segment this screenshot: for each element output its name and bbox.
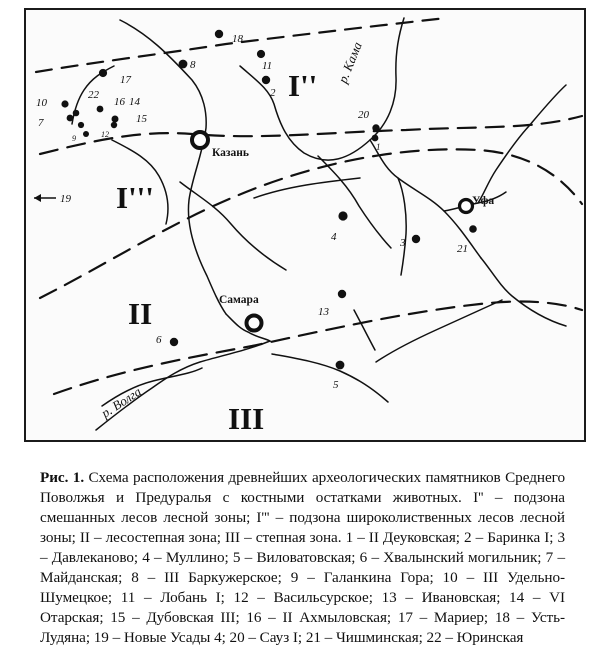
river-central-south	[180, 182, 286, 270]
site-marker-20	[372, 124, 379, 131]
site-marker-11	[257, 50, 265, 58]
site-marker-10	[61, 100, 68, 107]
city-kazan-label: Казань	[212, 147, 250, 159]
river-ufa-lower	[481, 258, 566, 326]
site-marker-9	[78, 122, 84, 128]
site-marker-6	[170, 338, 178, 346]
site-marker-7	[67, 115, 74, 122]
river-kama	[370, 18, 404, 140]
site-marker-2	[262, 76, 270, 84]
site-label-8: 8	[190, 59, 196, 71]
site-marker-13	[338, 290, 346, 298]
zone-label-i-triple-prime: I'''	[116, 180, 154, 215]
site-label-13: 13	[318, 306, 329, 318]
site-marker-17	[99, 69, 107, 77]
city-samara-label: Самара	[219, 294, 259, 306]
zone-boundary-top	[36, 18, 446, 72]
site-label-6: 6	[156, 334, 162, 346]
site-label-10: 10	[36, 97, 47, 109]
site-marker-16	[97, 106, 104, 113]
map-svg	[26, 10, 584, 440]
site-label-3: 3	[400, 237, 406, 249]
city-ufa-label: Уфа	[472, 195, 495, 207]
river-central-mid	[254, 178, 360, 198]
site-label-9: 9	[72, 134, 76, 143]
site-labels	[36, 33, 468, 391]
caption-text: Схема расположения древнейших археологических памятников Среднего Поволжья и Предуралья с костными остатками животных. I'' – подзона смешанных лесов лесной зоны; I''' – подзона широколиственных лесов лесной зоны; II – лесостепная зона; III – степная зона. 1 – II Деуковская; 2 – Баринка I; 3 – Давлеканово; 4 – Муллино; 5 – Виловатовская; 6 – Хвалынский могильник; 7 – Майданская; 8 – III Баркужерское; 9 – Галанкина Гора; 10 – III Удельно-Шумецкое; 11 – Лобань I; 12 – Васильсурское; 13 – Ивановская; 14 – VI Отарская; 15 – Дубовская III; 16 – II Ахмыловская; 17 – Мариер; 18 – Усть-Лудяна; 19 – Новые Усады 4; 20 – Сауз I; 21 – Чишминская; 22 – Юринская	[40, 469, 565, 646]
zone-label-ii: II	[128, 296, 153, 331]
site-marker-12	[83, 131, 89, 137]
zone-boundary-third	[40, 149, 582, 298]
site-marker-18	[215, 30, 223, 38]
caption-title: Рис. 1.	[40, 469, 85, 486]
city-samara-marker	[247, 316, 262, 331]
city-labels	[212, 147, 494, 306]
zone-label-i-double-prime: I''	[288, 68, 318, 103]
river-volga-upper	[120, 20, 226, 314]
archaeological-sites-map	[24, 8, 586, 442]
site-label-5: 5	[333, 379, 339, 391]
site-label-18: 18	[232, 33, 243, 45]
site-19-label: 19	[60, 193, 71, 205]
river-central-east	[318, 156, 391, 248]
river-small-link	[354, 310, 375, 350]
site-marker-14	[112, 116, 119, 123]
site-label-17: 17	[120, 74, 131, 86]
site-label-4: 4	[331, 231, 337, 243]
city-kazan-marker	[192, 132, 208, 148]
site-marker-4	[338, 211, 347, 220]
city-ufa-marker	[460, 200, 473, 213]
river-samara-east	[272, 354, 388, 402]
river-ufa-upper	[478, 85, 566, 203]
site-label-12: 12	[101, 130, 109, 139]
site-marker-15	[111, 122, 117, 128]
site-19-arrow-group	[34, 193, 72, 205]
zone-label-iii: III	[228, 401, 265, 436]
site-marker-22	[73, 110, 80, 117]
site-label-20: 20	[358, 109, 369, 121]
site-label-1: 1	[376, 142, 381, 152]
river-label-kama: р. Кама	[334, 39, 365, 86]
site-label-15: 15	[136, 113, 147, 125]
site-19-arrow-icon	[34, 194, 41, 202]
site-marker-8	[179, 60, 188, 69]
site-marker-21	[469, 225, 477, 233]
river-middle-branch	[398, 178, 406, 275]
zone-boundary-second	[40, 116, 582, 154]
site-label-11: 11	[262, 60, 273, 72]
site-marker-1	[372, 135, 379, 142]
site-label-22: 22	[88, 89, 99, 101]
site-label-2: 2	[270, 87, 276, 99]
site-label-7: 7	[38, 117, 44, 129]
site-marker-3	[412, 235, 420, 243]
site-label-14: 14	[129, 96, 140, 108]
site-marker-5	[336, 361, 345, 370]
site-label-16: 16	[114, 96, 125, 108]
river-label-volga: р. Волга	[98, 383, 144, 421]
site-label-21: 21	[457, 243, 468, 255]
map-caption	[40, 468, 565, 648]
